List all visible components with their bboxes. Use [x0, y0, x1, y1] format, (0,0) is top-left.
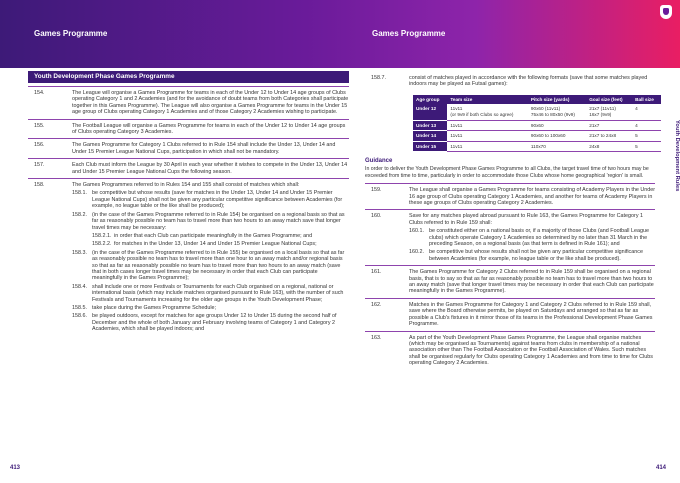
rule-158-1: [72, 190, 349, 209]
subrule-number: 158.3.: [72, 249, 87, 256]
right-column: [365, 72, 655, 370]
rule-number: 160.: [371, 213, 382, 220]
right-page-number: 414: [656, 465, 667, 471]
team-size-cell: 11v11: [447, 120, 528, 131]
rule-number: 161.: [371, 269, 382, 276]
rule-number: 163.: [371, 334, 382, 341]
subrule-number: 158.6.: [72, 313, 87, 320]
right-rules-list: [365, 183, 655, 369]
ball-size-cell: 5: [632, 141, 661, 152]
table-row: [413, 120, 661, 131]
subrule-text: take place during the Games Programme Schedule;: [92, 304, 217, 311]
rule-160-1: [409, 228, 655, 247]
guidance-text: In order to deliver the Youth Development Phase Games Programme to all Clubs, the target travel time of two hours may be exceeded from time to time, particularly in order to accommodate those Clubs whose home geographical 'region' is small.: [365, 166, 649, 179]
rule-text: The League will organise a Games Programme for teams in each of the Under 12 to Under 14 age groups of Clubs operating Category 1 and 2 Academies (and for the avoidance of doubt teams from both Categories shall participate together in this Games Programme). The League will also organise a Games Programme for teams in the Under 15 age group of Clubs operating Category 1 Academies and of those Category 2 Academies wishing to participate.: [72, 90, 349, 116]
subrule-number: 160.1.: [409, 228, 424, 235]
left-header-title: Games Programme: [34, 29, 108, 38]
subsubrule-text: for matches in the Under 13, Under 14 and Under 15 Premier League National Cups;: [114, 241, 317, 248]
column-header: Ball size: [632, 95, 661, 105]
rule-154: [28, 86, 349, 119]
rule-number: 158.: [34, 182, 45, 189]
subrule-text: (in the case of the Games Programme referred to in Rule 154) be organised on a regional basis so that as far as reasonably possible no team has to travel more than two hours to an away match save that longer travel times may be necessary:: [92, 211, 345, 231]
subrule-text: be played outdoors, except for matches for age groups Under 12 to Under 15 during the second half of December and the whole of both January and February involving teams of Category 1 and Category 2 Academies, which shall be played indoors; and: [92, 313, 337, 333]
rule-number: 162.: [371, 301, 382, 308]
ball-size-cell: 4: [632, 120, 661, 131]
section-title-bar: Youth Development Phase Games Programme: [28, 71, 349, 83]
ball-size-cell: 5: [632, 131, 661, 142]
league-lion-logo-icon: [660, 5, 672, 19]
subrule-text: shall include one or more Festivals or Tournaments for each Club organised on a regional, national or international basis (which may include matches organised pursuant to Rule 163), with the number of such Festivals and Tournaments increasing for the older age groups in the Youth Development Phase;: [92, 283, 344, 303]
column-header: Goal size (feet): [586, 95, 632, 105]
column-header: Age group: [413, 95, 447, 105]
age-cell: Under 14: [413, 131, 447, 142]
rule-159: [365, 183, 655, 209]
pitch-size-cell: 110x70: [528, 141, 586, 152]
subrule-number: 160.2.: [409, 249, 424, 256]
subrule-text: (in the case of the Games Programme referred to in Rule 155) be organised on a local basis so that as far as reasonably possible no team has to travel more than one hour to an away match and/or regional basis so that as far as reasonably possible no team has to travel more than two hours to an away match (save that in both cases longer travel times may be necessary in order that each Club can participate meaningfully in the Games Programme);: [92, 249, 345, 282]
age-cell: Under 13: [413, 120, 447, 131]
rule-text: Save for any matches played abroad pursuant to Rule 163, the Games Programme for Category 1 Clubs referred to in Rule 159 shall:: [409, 213, 644, 226]
side-tab: [670, 80, 678, 280]
rule-158-6: [72, 313, 349, 332]
rule-text: The Football League will organise a Games Programme for teams in each of the Under 12 to Under 14 age groups of Clubs operating Category 3 Academies.: [72, 122, 346, 136]
right-header-title: Games Programme: [372, 29, 446, 38]
rule-157: [28, 158, 349, 178]
goal-size-cell: 21x7: [586, 120, 632, 131]
subrule-number: 158.5.: [72, 304, 87, 311]
column-header: Pitch size (yards): [528, 95, 586, 105]
left-rules-list: [28, 86, 349, 336]
table-row: [413, 104, 661, 120]
guidance-heading: Guidance: [365, 158, 393, 165]
rule-161: [365, 265, 655, 298]
rule-number: 154.: [34, 90, 45, 96]
age-group-format-table: [413, 95, 661, 153]
pitch-size-cell: 90x60 (11v11) 75x46 to 80x50 (9v9): [528, 104, 586, 120]
rule-160-2: [409, 249, 655, 262]
subsubrule-text: in order that each Club can participate meaningfully in the Games Programme; and: [114, 232, 313, 239]
rule-number: 158.7.: [371, 75, 386, 81]
pitch-size-cell: 90x60 to 100x60: [528, 131, 586, 142]
rule-163: [365, 331, 655, 370]
rule-number: 155.: [34, 122, 45, 129]
age-cell: Under 12: [413, 104, 447, 120]
subrule-text: be competitive but whose results shall not be given any particular competitive significance between Academies (for example, no league table or the like shall be produced).: [429, 249, 643, 262]
goal-size-cell: 21x7 (11v11) 16x7 (9v9): [586, 104, 632, 120]
rule-160: [365, 209, 655, 265]
rule-number: 157.: [34, 162, 45, 169]
subrule-number: 158.1.: [72, 190, 87, 197]
team-size-cell: 11v11 (or 9v9 if both Clubs so agree): [447, 104, 528, 120]
goal-size-cell: 21x7 to 24x8: [586, 131, 632, 142]
rule-number: 159.: [371, 187, 382, 194]
rule-text: The Games Programme for Category 2 Clubs referred to in Rule 159 shall be organised on a regional basis, that is to say so that as far as reasonably possible no team has to travel more than two hours to an away match (save that longer travel times may be necessary in order that each Club can participate meaningfully in the Games Programme).: [409, 269, 654, 295]
rule-text: The League shall organise a Games Programme for teams consisting of Academy Players in the Under 16 age group of Clubs operating Category 1 Academies, and another for teams of Academy Players in these age groups of Clubs operating Category 2 Academies.: [409, 187, 655, 206]
age-cell: Under 15: [413, 141, 447, 152]
ball-size-cell: 4: [632, 104, 661, 120]
rule-158-7: [365, 72, 655, 91]
pitch-size-cell: 90x60: [528, 120, 586, 131]
rule-158-2-2: [92, 241, 349, 247]
team-size-cell: 11v11: [447, 131, 528, 142]
rule-155: [28, 119, 349, 139]
goal-size-cell: 24x8: [586, 141, 632, 152]
rule-158-4: [72, 284, 349, 303]
column-header: Team size: [447, 95, 528, 105]
rule-text: consist of matches played in accordance with the following formats (save that some matches played indoors may be played as Futsal games):: [409, 75, 648, 88]
rule-158-2: [72, 212, 349, 248]
table-row: [413, 131, 661, 142]
table-row: [413, 141, 661, 152]
page-header-banner: [0, 0, 680, 68]
rule-158-5: [72, 305, 349, 311]
rule-158-2-1: [92, 233, 349, 239]
subrule-text: be constituted either on a national basis or, if a majority of those Clubs (and Football League clubs) which operate Category 1 Academies so determined by no later than 31 March in the preceding Season, on a regional basis (as that term is defined in Rule 161); and: [429, 228, 649, 248]
rule-text: As part of the Youth Development Phase Games Programme, the League shall organise matches (which may be organised as Tournaments) against teams from clubs in membership of a national association other than The Football Association or the Football Association of Wales. Such matches shall be organised regularly for Clubs operating Category 1 Academies and from time to time for Clubs operating Category 2 Academies.: [409, 334, 653, 367]
subrule-number: 158.2.: [72, 211, 87, 218]
rule-158-3: [72, 250, 349, 282]
left-page-number: 413: [10, 465, 21, 471]
side-tab-label: Youth Development Rules: [674, 120, 680, 192]
rule-text: The Games Programmes referred to in Rules 154 and 155 shall consist of matches which shall:: [72, 182, 300, 189]
subrule-number: 158.4.: [72, 283, 87, 290]
table-header-row: [413, 95, 661, 105]
rule-text: Matches in the Games Programme for Category 1 and Category 2 Clubs referred to in Rule 159 shall, save where the Board otherwise permits, be played on Saturdays and arranged so that as far as possible a Club's fixtures in it mirror those of its teams in the Professional Development Phase Games Programme.: [409, 301, 653, 328]
subsubrule-number: 158.2.1.: [92, 232, 112, 239]
rule-number: 156.: [34, 142, 45, 149]
subrule-text: be competitive but whose results (save for matches in the Under 13, Under 14 and Under 15 Premier League National Cups) shall not be given any particular competitive significance between Academies (for example, no league table or the like shall be produced);: [92, 190, 343, 210]
team-size-cell: 11v11: [447, 141, 528, 152]
subsubrule-number: 158.2.2.: [92, 241, 112, 248]
rule-158: [28, 178, 349, 336]
rule-text: Each Club must inform the League by 30 April in each year whether it wishes to compete in the Under 13, Under 14 and Under 15 Premier League National Cups the following season.: [72, 162, 348, 175]
rule-text: The Games Programme for Category 1 Clubs referred to in Rule 154 shall include the Under 13, Under 14 and Under 15 Premier League National Cups, participation in which shall not be mandatory.: [72, 142, 336, 155]
rule-162: [365, 298, 655, 331]
rule-156: [28, 138, 349, 158]
